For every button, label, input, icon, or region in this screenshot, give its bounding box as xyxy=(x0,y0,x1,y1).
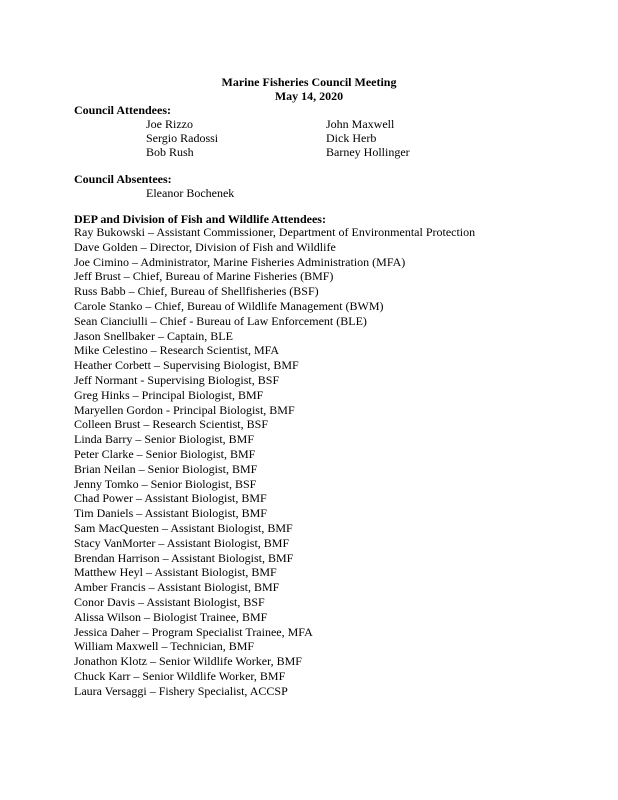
staff-entry: Colleen Brust – Research Scientist, BSF xyxy=(74,417,268,432)
staff-entry: Jason Snellbaker – Captain, BLE xyxy=(74,328,233,343)
staff-entry: Conor Davis – Assistant Biologist, BSF xyxy=(74,594,265,609)
council-absentees-heading: Council Absentees: xyxy=(74,172,172,186)
staff-entry: Sean Cianciulli – Chief - Bureau of Law Enforcement (BLE) xyxy=(74,313,367,328)
staff-entry: Brendan Harrison – Assistant Biologist, BMF xyxy=(74,550,294,565)
staff-entry: Brian Neilan – Senior Biologist, BMF xyxy=(74,461,258,476)
staff-entry: Mike Celestino – Research Scientist, MFA xyxy=(74,343,280,358)
staff-entry: Ray Bukowski – Assistant Commissioner, Department of Environmental Protection xyxy=(74,225,476,239)
staff-entry: Dave Golden – Director, Division of Fish and Wildlife xyxy=(74,239,336,254)
staff-entry: Alissa Wilson – Biologist Trainee, BMF xyxy=(74,609,268,624)
council-attendee: Barney Hollinger xyxy=(326,145,410,159)
staff-entry: Amber Francis – Assistant Biologist, BMF xyxy=(74,580,280,595)
staff-entry: Jonathon Klotz – Senior Wildlife Worker, BMF xyxy=(74,654,302,669)
council-attendee: Dick Herb xyxy=(326,131,377,145)
meeting-title: Marine Fisheries Council Meeting xyxy=(221,75,397,89)
council-attendee: John Maxwell xyxy=(326,117,395,131)
staff-entry: Carole Stanko – Chief, Bureau of Wildlife Management (BWM) xyxy=(74,298,384,313)
council-attendees-heading: Council Attendees: xyxy=(74,103,171,117)
staff-entry: Russ Babb – Chief, Bureau of Shellfisheries (BSF) xyxy=(74,284,319,299)
staff-entry: Jessica Daher – Program Specialist Trainee, MFA xyxy=(74,624,313,639)
staff-entry: Stacy VanMorter – Assistant Biologist, BMF xyxy=(74,535,290,550)
staff-entry: Greg Hinks – Principal Biologist, BMF xyxy=(74,387,264,402)
dep-attendees-list xyxy=(74,225,475,699)
staff-entry: Chad Power – Assistant Biologist, BMF xyxy=(74,491,267,506)
staff-entry: Tim Daniels – Assistant Biologist, BMF xyxy=(74,506,267,521)
staff-entry: Joe Cimino – Administrator, Marine Fisheries Administration (MFA) xyxy=(74,254,406,269)
staff-entry: Maryellen Gordon - Principal Biologist, BMF xyxy=(74,402,295,417)
staff-entry: Heather Corbett – Supervising Biologist, BMF xyxy=(74,358,299,373)
council-attendee: Bob Rush xyxy=(146,145,194,159)
council-attendee: Sergio Radossi xyxy=(146,131,219,145)
staff-entry: Peter Clarke – Senior Biologist, BMF xyxy=(74,446,256,461)
staff-entry: William Maxwell – Technician, BMF xyxy=(74,639,255,654)
staff-entry: Linda Barry – Senior Biologist, BMF xyxy=(74,432,254,447)
staff-entry: Jenny Tomko – Senior Biologist, BSF xyxy=(74,476,257,491)
dep-attendees-heading: DEP and Division of Fish and Wildlife Attendees: xyxy=(74,212,326,226)
staff-entry: Matthew Heyl – Assistant Biologist, BMF xyxy=(74,565,277,580)
council-absentee: Eleanor Bochenek xyxy=(146,186,235,200)
council-attendee: Joe Rizzo xyxy=(146,117,193,131)
staff-entry: Jeff Normant - Supervising Biologist, BSF xyxy=(74,372,280,387)
staff-entry: Sam MacQuesten – Assistant Biologist, BMF xyxy=(74,520,293,535)
staff-entry: Laura Versaggi – Fishery Specialist, ACCSP xyxy=(74,683,288,698)
staff-entry: Chuck Karr – Senior Wildlife Worker, BMF xyxy=(74,668,286,683)
meeting-date: May 14, 2020 xyxy=(274,89,344,103)
staff-entry: Jeff Brust – Chief, Bureau of Marine Fisheries (BMF) xyxy=(74,269,334,284)
